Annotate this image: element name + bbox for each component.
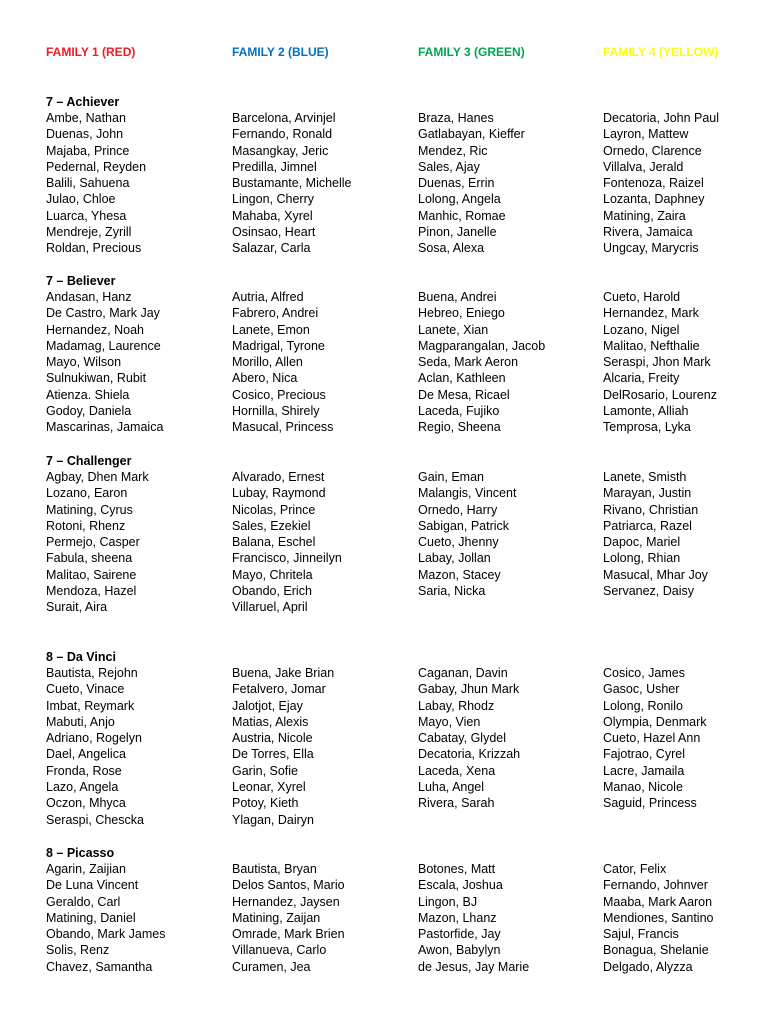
student-name: Dael, Angelica [46,747,126,762]
student-name: Mahaba, Xyrel [232,208,313,223]
student-name: De Torres, Ella [232,747,314,762]
student-name: Cueto, Vinace [46,682,125,697]
student-name: Matining, Zaira [603,208,686,223]
student-name: Decatoria, John Paul [603,111,720,125]
family-1-column [46,289,226,436]
student-name: Saguid, Princess [603,796,697,811]
student-name: Predilla, Jimnel [232,159,317,174]
student-name: Agarin, Zaijian [46,862,126,876]
section-title: 8 – Da Vinci [46,650,116,664]
student-name: Matining, Daniel [46,910,136,925]
student-name: Pastorfide, Jay [418,927,501,942]
student-name: Sajul, Francis [603,927,679,942]
student-name: Pedernal, Reyden [46,159,147,174]
section-title: 7 – Achiever [46,95,120,109]
student-name: Lozano, Nigel [603,322,680,337]
student-name: Malitao, Sairene [46,567,137,582]
student-name: Sulnukiwan, Rubit [46,371,147,386]
student-name: Matining, Zaijan [232,910,321,925]
student-name: Lozano, Earon [46,486,128,501]
student-name: Rivera, Jamaica [603,225,693,240]
student-name: Lacre, Jamaila [603,763,685,778]
student-name: Barcelona, Arvinjel [232,111,336,125]
student-name: Bautista, Rejohn [46,666,138,680]
student-name: Potoy, Kieth [232,796,299,811]
student-name: Leonar, Xyrel [232,780,306,795]
student-name: Manhic, Romae [418,208,506,223]
student-name: Duenas, John [46,127,124,142]
student-name: Fajotrao, Cyrel [603,747,685,762]
student-name: Geraldo, Carl [46,894,121,909]
student-name: Osinsao, Heart [232,225,316,240]
student-name: Delos Santos, Mario [232,878,345,893]
student-name: Caganan, Davin [418,666,508,680]
student-name: Fontenoza, Raizel [603,176,704,191]
student-name: Gain, Eman [418,470,485,484]
student-name: Lingon, Cherry [232,192,314,207]
student-name: Mendez, Ric [418,143,488,158]
student-name: Matias, Alexis [232,714,309,729]
section-title: 7 – Challenger [46,454,132,468]
student-name: Cueto, Harold [603,290,681,304]
student-name: Hornilla, Shirely [232,404,320,419]
student-name: Malangis, Vincent [418,486,517,501]
student-name: Gatlabayan, Kieffer [418,127,525,142]
student-name: Escala, Joshua [418,878,503,893]
student-name: Sales, Ajay [418,159,480,174]
student-name: De Mesa, Ricael [418,387,510,402]
family-3-column [418,469,598,599]
student-name: Lolong, Rhian [603,551,681,566]
student-name: Balili, Sahuena [46,176,130,191]
student-name: Masucal, Mhar Joy [603,567,708,582]
student-name: Mazon, Lhanz [418,910,497,925]
student-name: Sabigan, Patrick [418,518,510,533]
student-name: Botones, Matt [418,862,496,876]
student-name: Temprosa, Lyka [603,420,691,435]
family-1-column [46,110,226,257]
student-name: Layron, Mattew [603,127,689,142]
student-name: Omrade, Mark Brien [232,927,345,942]
family-2-column [232,665,412,828]
student-name: Fernando, Johnver [603,878,708,893]
student-name: Austria, Nicole [232,731,313,746]
family-3-heading: FAMILY 3 (GREEN) [418,45,525,59]
student-name: Lanete, Smisth [603,470,687,484]
student-name: Fernando, Ronald [232,127,333,142]
student-name: Ungcay, Marycris [603,241,699,256]
student-name: Laceda, Xena [418,763,496,778]
student-name: Rotoni, Rhenz [46,518,126,533]
student-name: Labay, Rhodz [418,698,495,713]
student-name: Villanueva, Carlo [232,943,327,958]
family-1-column [46,665,226,828]
student-name: Sosa, Alexa [418,241,485,256]
student-name: Ornedo, Harry [418,502,498,517]
student-name: Bustamante, Michelle [232,176,352,191]
student-name: Masucal, Princess [232,420,334,435]
student-name: Olympia, Denmark [603,714,707,729]
student-name: Mayo, Wilson [46,355,122,370]
student-name: Roldan, Precious [46,241,142,256]
student-name: Ornedo, Clarence [603,143,702,158]
family-3-column [418,665,598,812]
student-name: Fronda, Rose [46,763,122,778]
family-2-column [232,289,412,436]
student-name: Adriano, Rogelyn [46,731,142,746]
student-name: Duenas, Errin [418,176,495,191]
student-name: Masangkay, Jeric [232,143,329,158]
student-name: Delgado, Alyzza [603,959,693,974]
student-name: Surait, Aira [46,600,108,615]
student-name: Godoy, Daniela [46,404,132,419]
student-name: Curamen, Jea [232,959,311,974]
student-name: Aclan, Kathleen [418,371,506,386]
student-name: Servanez, Daisy [603,584,695,599]
student-name: Lozanta, Daphney [603,192,705,207]
student-name: Pinon, Janelle [418,225,497,240]
student-name: Mendiones, Santino [603,910,714,925]
student-name: Madrigal, Tyrone [232,338,325,353]
family-3-column [418,861,598,975]
student-name: Oczon, Mhyca [46,796,126,811]
family-header-row [0,44,768,60]
student-name: Laceda, Fujiko [418,404,500,419]
student-name: Balana, Eschel [232,535,316,550]
student-name: Majaba, Prince [46,143,130,158]
student-name: Andasan, Hanz [46,290,132,304]
student-name: Malitao, Nefthalie [603,338,700,353]
student-name: Hernandez, Noah [46,322,144,337]
student-name: Obando, Mark James [46,927,166,942]
family-2-column [232,469,412,616]
family-2-column [232,110,412,257]
family-4-column [603,861,768,975]
family-3-column [418,110,598,257]
student-name: Fabula, sheena [46,551,133,566]
section-title: 7 – Believer [46,274,116,288]
student-name: Atienza. Shiela [46,387,130,402]
student-name: Braza, Hanes [418,111,494,125]
student-name: De Luna Vincent [46,878,139,893]
family-3-column [418,289,598,436]
student-name: Gabay, Jhun Mark [418,682,520,697]
student-name: Autria, Alfred [232,290,304,304]
student-name: Alvarado, Ernest [232,470,325,484]
student-name: Francisco, Jinneilyn [232,551,342,566]
family-1-column [46,861,226,975]
student-name: Sales, Ezekiel [232,518,311,533]
section-title: 8 – Picasso [46,846,115,860]
student-name: Salazar, Carla [232,241,311,256]
student-name: Mayo, Chritela [232,567,313,582]
student-name: Rivera, Sarah [418,796,495,811]
student-name: Mazon, Stacey [418,567,501,582]
student-name: Villaruel, April [232,600,308,615]
family-4-column [603,469,768,599]
family-2-column [232,861,412,975]
student-name: Lamonte, Alliah [603,404,689,419]
family-1-column [46,469,226,616]
student-name: Decatoria, Krizzah [418,747,521,762]
student-name: Lazo, Angela [46,780,119,795]
student-name: Bautista, Bryan [232,862,317,876]
student-name: Seraspi, Chescka [46,812,144,827]
student-name: Magparangalan, Jacob [418,338,546,353]
family-4-column [603,289,768,436]
student-name: Permejo, Casper [46,535,140,550]
student-name: Seraspi, Jhon Mark [603,355,711,370]
student-name: Hernandez, Jaysen [232,894,340,909]
student-name: Buena, Andrei [418,290,497,304]
student-name: De Castro, Mark Jay [46,306,160,321]
student-name: Marayan, Justin [603,486,692,501]
student-name: Nicolas, Prince [232,502,316,517]
student-name: Awon, Babylyn [418,943,501,958]
student-name: Seda, Mark Aeron [418,355,519,370]
student-name: Luarca, Yhesa [46,208,127,223]
student-name: Luha, Angel [418,780,485,795]
student-name: DelRosario, Lourenz [603,387,717,402]
student-name: Dapoc, Mariel [603,535,681,550]
student-name: Mascarinas, Jamaica [46,420,164,435]
student-name: Lanete, Xian [418,322,489,337]
student-name: Mabuti, Anjo [46,714,115,729]
student-name: Lingon, BJ [418,894,478,909]
student-name: Saria, Nicka [418,584,486,599]
student-name: Manao, Nicole [603,780,683,795]
student-name: Solis, Renz [46,943,110,958]
student-name: Hernandez, Mark [603,306,699,321]
student-name: Regio, Sheena [418,420,501,435]
student-name: Fetalvero, Jomar [232,682,326,697]
student-name: Labay, Jollan [418,551,491,566]
student-name: Agbay, Dhen Mark [46,470,149,484]
student-name: Obando, Erich [232,584,312,599]
student-name: Mendreje, Zyrill [46,225,132,240]
student-name: Cabatay, Glydel [418,731,507,746]
student-name: Cueto, Hazel Ann [603,731,701,746]
student-name: Cosico, James [603,666,685,680]
student-name: Rivano, Christian [603,502,699,517]
student-name: Morillo, Allen [232,355,303,370]
student-name: Maaba, Mark Aaron [603,894,713,909]
student-name: Imbat, Reymark [46,698,135,713]
student-name: Mendoza, Hazel [46,584,137,599]
student-name: Patriarca, Razel [603,518,692,533]
student-name: Alcaria, Freity [603,371,680,386]
student-name: Lanete, Emon [232,322,310,337]
student-name: Hebreo, Eniego [418,306,505,321]
student-name: Buena, Jake Brian [232,666,335,680]
student-name: Ylagan, Dairyn [232,812,314,827]
student-name: Gasoc, Usher [603,682,680,697]
family-1-heading: FAMILY 1 (RED) [46,45,136,59]
student-name: Lubay, Raymond [232,486,326,501]
student-name: Cator, Felix [603,862,667,876]
student-name: Fabrero, Andrei [232,306,319,321]
family-4-column [603,110,768,257]
student-name: Matining, Cyrus [46,502,133,517]
student-name: Mayo, Vien [418,714,481,729]
student-name: Villalva, Jerald [603,159,684,174]
student-name: de Jesus, Jay Marie [418,959,530,974]
student-name: Cueto, Jhenny [418,535,499,550]
student-name: Julao, Chloe [46,192,116,207]
student-name: Ambe, Nathan [46,111,126,125]
student-name: Garin, Sofie [232,763,299,778]
student-name: Jalotjot, Ejay [232,698,303,713]
family-4-column [603,665,768,812]
student-name: Bonagua, Shelanie [603,943,709,958]
student-name: Chavez, Samantha [46,959,153,974]
student-name: Lolong, Angela [418,192,501,207]
student-name: Lolong, Ronilo [603,698,683,713]
family-2-heading: FAMILY 2 (BLUE) [232,45,329,59]
student-name: Cosico, Precious [232,387,326,402]
student-name: Madamag, Laurence [46,338,161,353]
student-name: Abero, Nica [232,371,298,386]
family-4-heading: FAMILY 4 (YELLOW) [603,45,719,59]
